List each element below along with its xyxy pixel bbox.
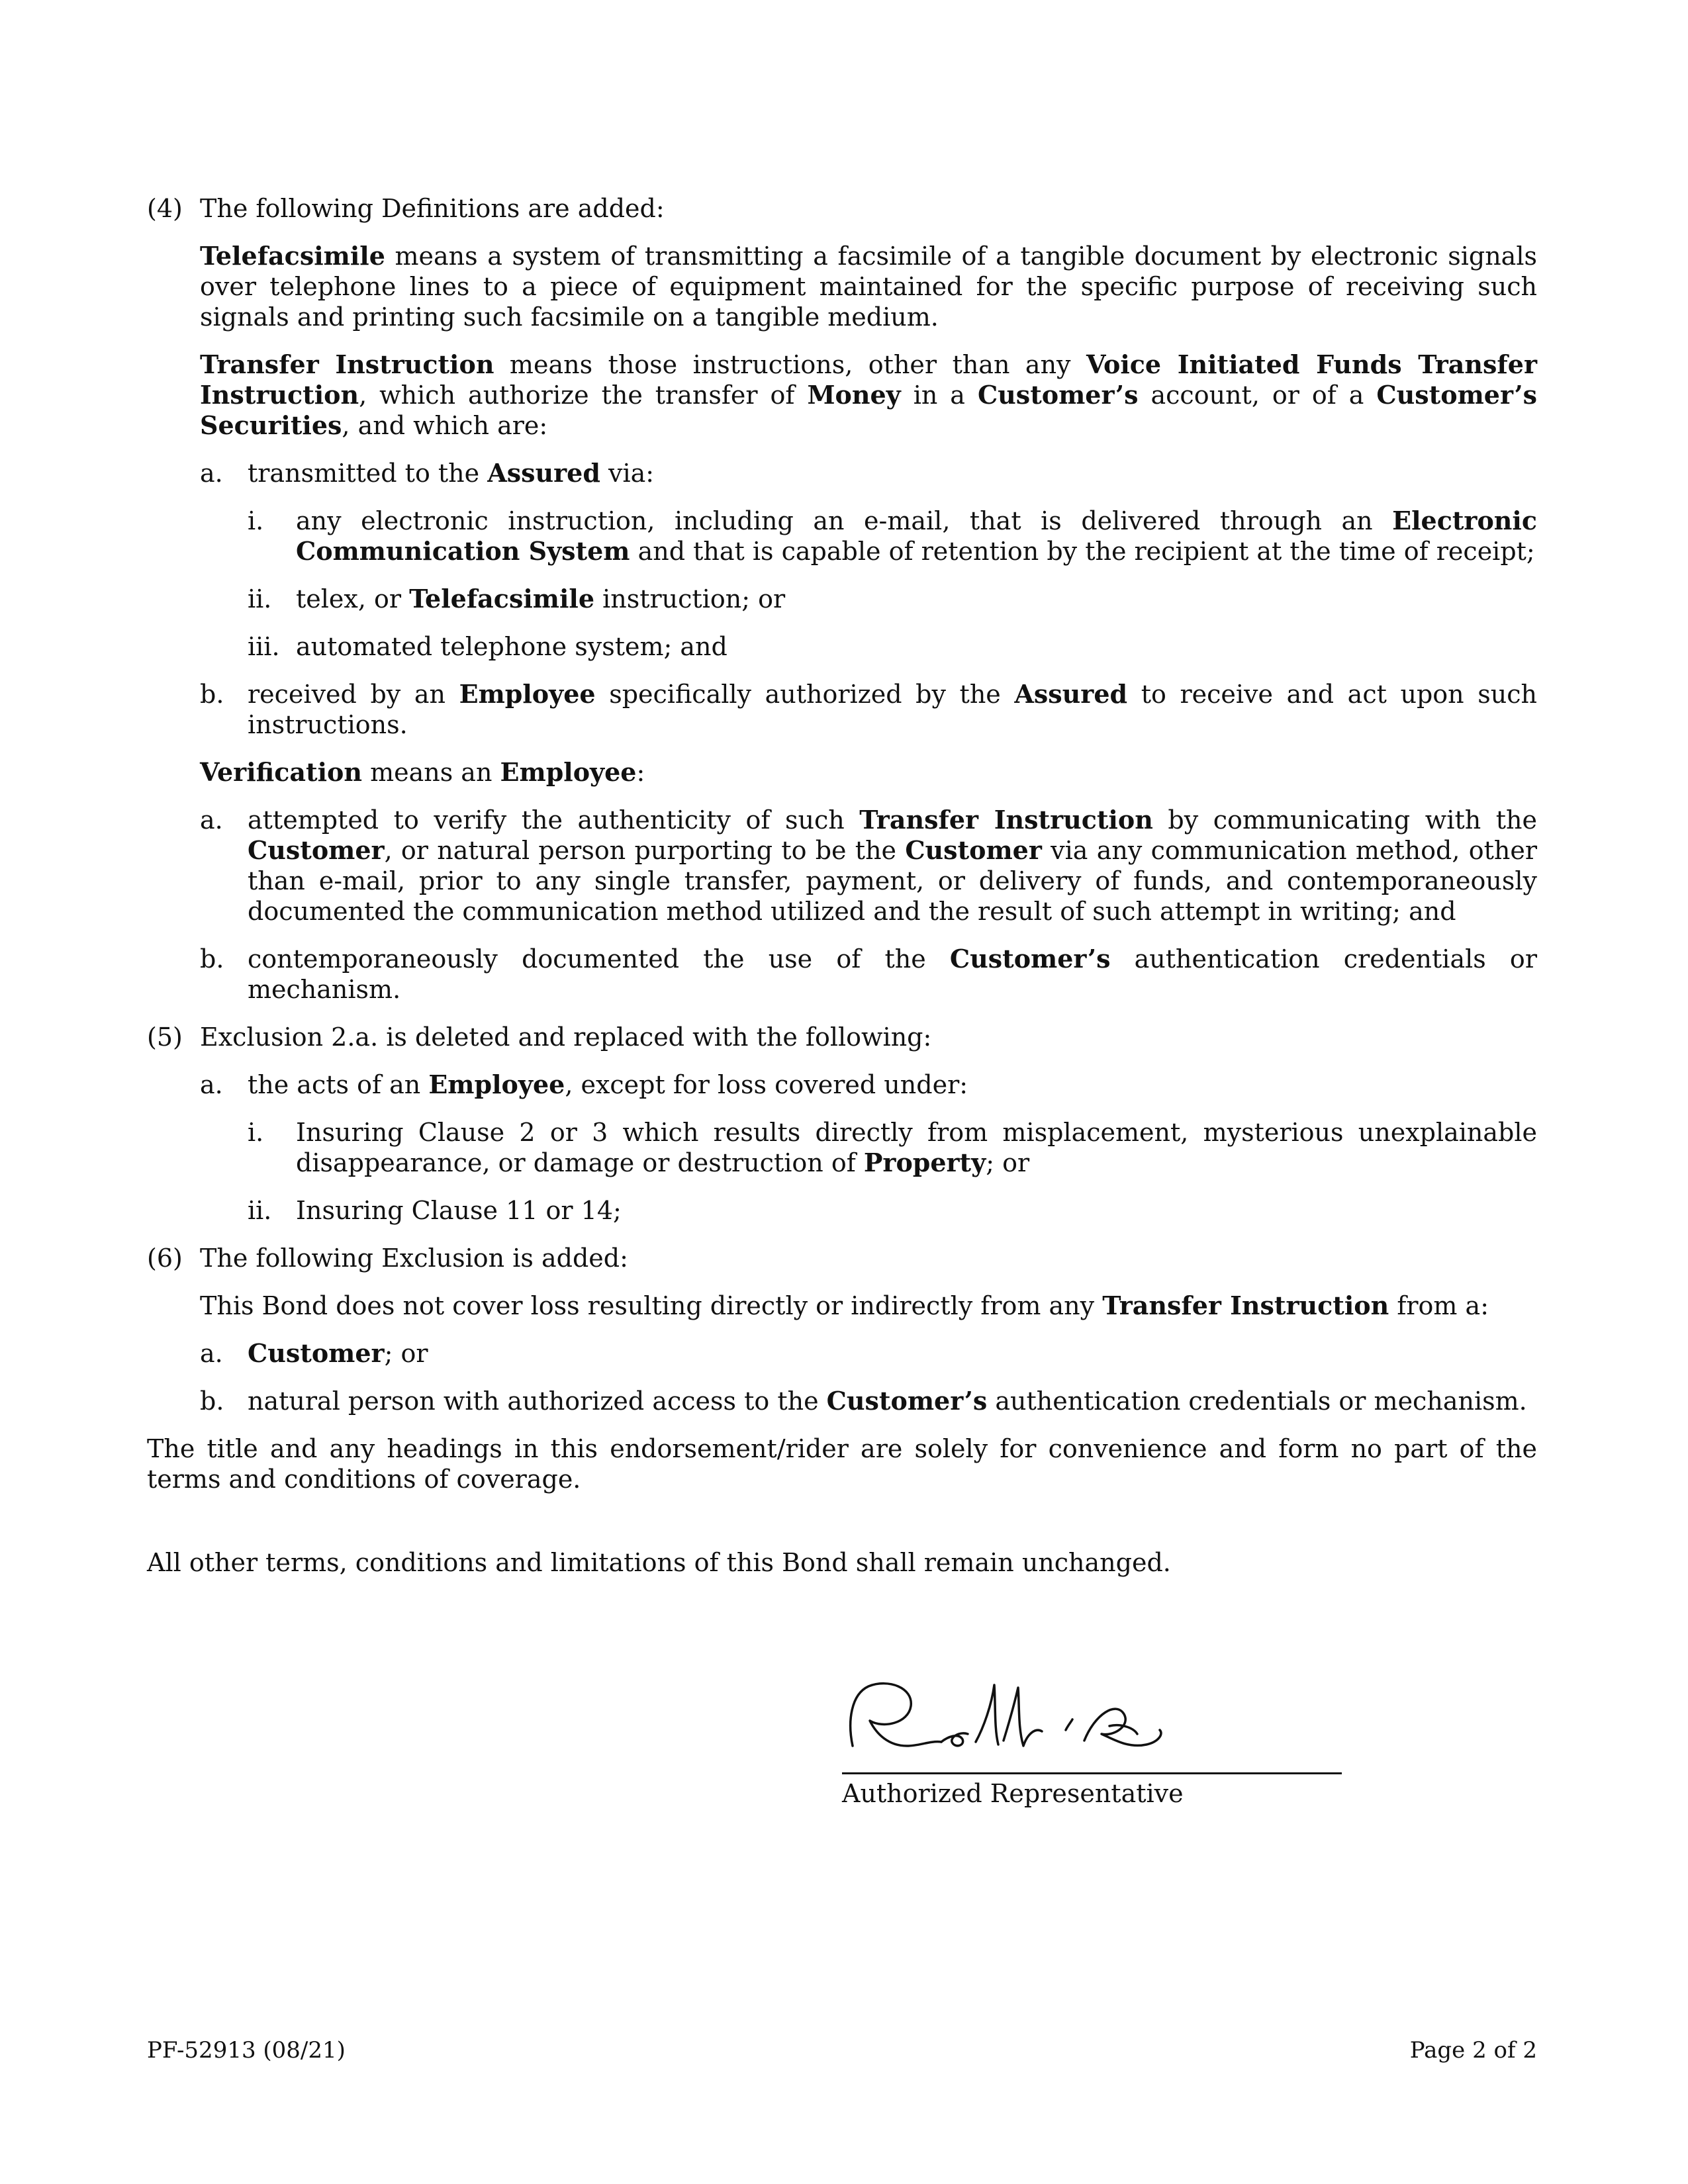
handwritten-signature-icon (842, 1668, 1186, 1767)
section-intro: The following Definitions are added: (200, 194, 665, 223)
section-number: (6) (147, 1244, 183, 1273)
definition-telefacsimile: Telefacsimile means a system of transmitting a facsimile of a tangible document by electronic signals over telephone lines to a piece of equipment maintained for the specific purpose of receiving such signals and printing such facsimile on a tangible medium. (200, 241, 1537, 332)
list-marker: iii. (248, 632, 280, 661)
list-item: ii. Insuring Clause 11 or 14; (248, 1196, 622, 1225)
section-intro: Exclusion 2.a. is deleted and replaced with the following: (200, 1023, 932, 1052)
section-intro: The following Exclusion is added: (200, 1244, 628, 1273)
list-marker: ii. (248, 1196, 272, 1225)
list-item: i. Insuring Clause 2 or 3 which results directly from misplacement, mysterious unexplainable disappearance, or damage or destruction of Property; or (248, 1118, 1537, 1177)
list-marker: a. (200, 459, 223, 488)
signature-line (842, 1772, 1342, 1774)
exclusion-text: This Bond does not cover loss resulting directly or indirectly from any Transfer Instruction from a: (200, 1291, 1489, 1320)
section-6 (147, 1243, 1537, 1273)
list-item: a. Customer; or (200, 1338, 428, 1368)
document-body (147, 193, 1537, 1578)
list-item: i. any electronic instruction, including an e-mail, that is delivered through an Electronic Communication System and that is capable of retention by the recipient at the time of receipt; (248, 506, 1537, 566)
list-marker: a. (200, 805, 223, 835)
definition-verification: Verification means an Employee: (200, 757, 645, 787)
list-marker: ii. (248, 584, 272, 614)
list-marker: a. (200, 1339, 223, 1368)
list-item: b. received by an Employee specifically authorized by the Assured to receive and act upon such instructions. (200, 679, 1537, 739)
form-number: PF-52913 (08/21) (147, 2037, 346, 2064)
list-marker: i. (248, 506, 264, 535)
section-5 (147, 1022, 1537, 1052)
list-item: a. the acts of an Employee, except for loss covered under: (200, 1069, 968, 1099)
definition-transfer-instruction: Transfer Instruction means those instructions, other than any Voice Initiated Funds Transfer Instruction, which authorize the transfer of Money in a Customer’s account, or of a Customer’s Securities, and which are: (200, 349, 1537, 440)
closing-statement: All other terms, conditions and limitations of this Bond shall remain unchanged. (147, 1548, 1171, 1577)
defined-term: Transfer Instruction (200, 349, 494, 379)
list-item: a. attempted to verify the authenticity of such Transfer Instruction by communicating with the Customer, or natural person purporting to be the Customer via any communication method, other than e-mail, prior to any single transfer, payment, or delivery of funds, and contemporaneously documented the communication method utilized and the result of such attempt in writing; and (200, 805, 1537, 926)
page-number: Page 2 of 2 (1409, 2037, 1537, 2064)
list-marker: b. (200, 944, 224, 974)
signature-label: Authorized Representative (842, 1779, 1184, 1808)
list-item: b. contemporaneously documented the use of the Customer’s authentication credentials or mechanism. (200, 944, 1537, 1004)
section-4 (147, 193, 1537, 224)
defined-term: Telefacsimile (200, 241, 385, 271)
closing-paragraph: The title and any headings in this endorsement/rider are solely for convenience and form no part of the terms and conditions of coverage. (147, 1434, 1537, 1494)
defined-term: Verification (200, 757, 362, 787)
list-item: b. natural person with authorized access to the Customer’s authentication credentials or mechanism. (200, 1386, 1527, 1416)
list-item: iii. automated telephone system; and (248, 632, 727, 661)
section-number: (4) (147, 194, 183, 223)
list-item: a. transmitted to the Assured via: (200, 458, 655, 488)
list-item: ii. telex, or Telefacsimile instruction; or (248, 584, 786, 614)
list-marker: b. (200, 680, 224, 709)
list-marker: b. (200, 1387, 224, 1416)
list-marker: a. (200, 1070, 223, 1099)
signature-block (842, 1668, 1345, 1809)
section-number: (5) (147, 1023, 183, 1052)
list-marker: i. (248, 1118, 264, 1147)
